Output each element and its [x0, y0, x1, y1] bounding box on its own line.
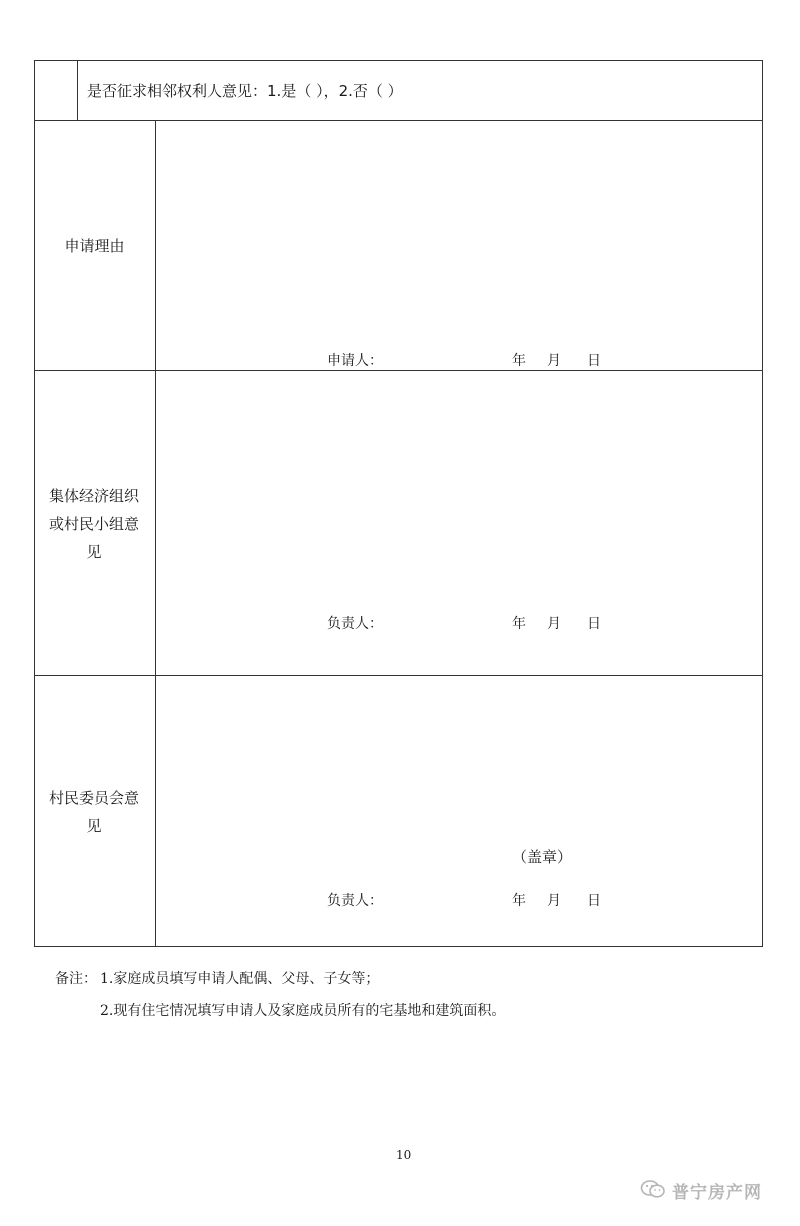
section-label-committee	[44, 784, 144, 840]
section-label-committee-text: 村民委员会意见	[48, 789, 139, 835]
responsible-person-label: 负责人：	[327, 893, 383, 909]
wechat-icon	[640, 1179, 666, 1203]
section-label-collective	[44, 482, 144, 566]
page-number: 10	[396, 1148, 412, 1162]
date-year: 年	[512, 893, 526, 909]
applicant-label: 申请人：	[327, 353, 383, 369]
date-day: 日	[587, 893, 601, 909]
watermark-text: 普宁房产网	[672, 1183, 762, 1203]
note-item-2: 2.现有住宅情况填写申请人及家庭成员所有的宅基地和建筑面积。	[100, 1003, 506, 1019]
row-divider	[34, 675, 763, 676]
column-divider	[155, 120, 156, 947]
date-day: 日	[587, 616, 601, 632]
responsible-person-label: 负责人：	[327, 616, 383, 632]
date-day: 日	[587, 353, 601, 369]
notes-prefix: 备注：	[55, 971, 97, 987]
note-item-1: 1.家庭成员填写申请人配偶、父母、子女等；	[100, 971, 380, 987]
date-month: 月	[547, 893, 561, 909]
section-label-reason: 申请理由	[64, 237, 125, 255]
column-divider	[77, 60, 78, 120]
seal-label: （盖章）	[512, 848, 573, 866]
date-year: 年	[512, 353, 526, 369]
watermark	[640, 1178, 762, 1203]
row-divider	[34, 370, 763, 371]
consult-neighbors-row: 是否征求相邻权利人意见：1.是（ ），2.否（ ）	[87, 82, 403, 100]
date-year: 年	[512, 616, 526, 632]
date-month: 月	[547, 353, 561, 369]
date-month: 月	[547, 616, 561, 632]
section-label-collective-text: 集体经济组织或村民小组意见	[48, 487, 139, 561]
row-divider	[34, 120, 763, 121]
